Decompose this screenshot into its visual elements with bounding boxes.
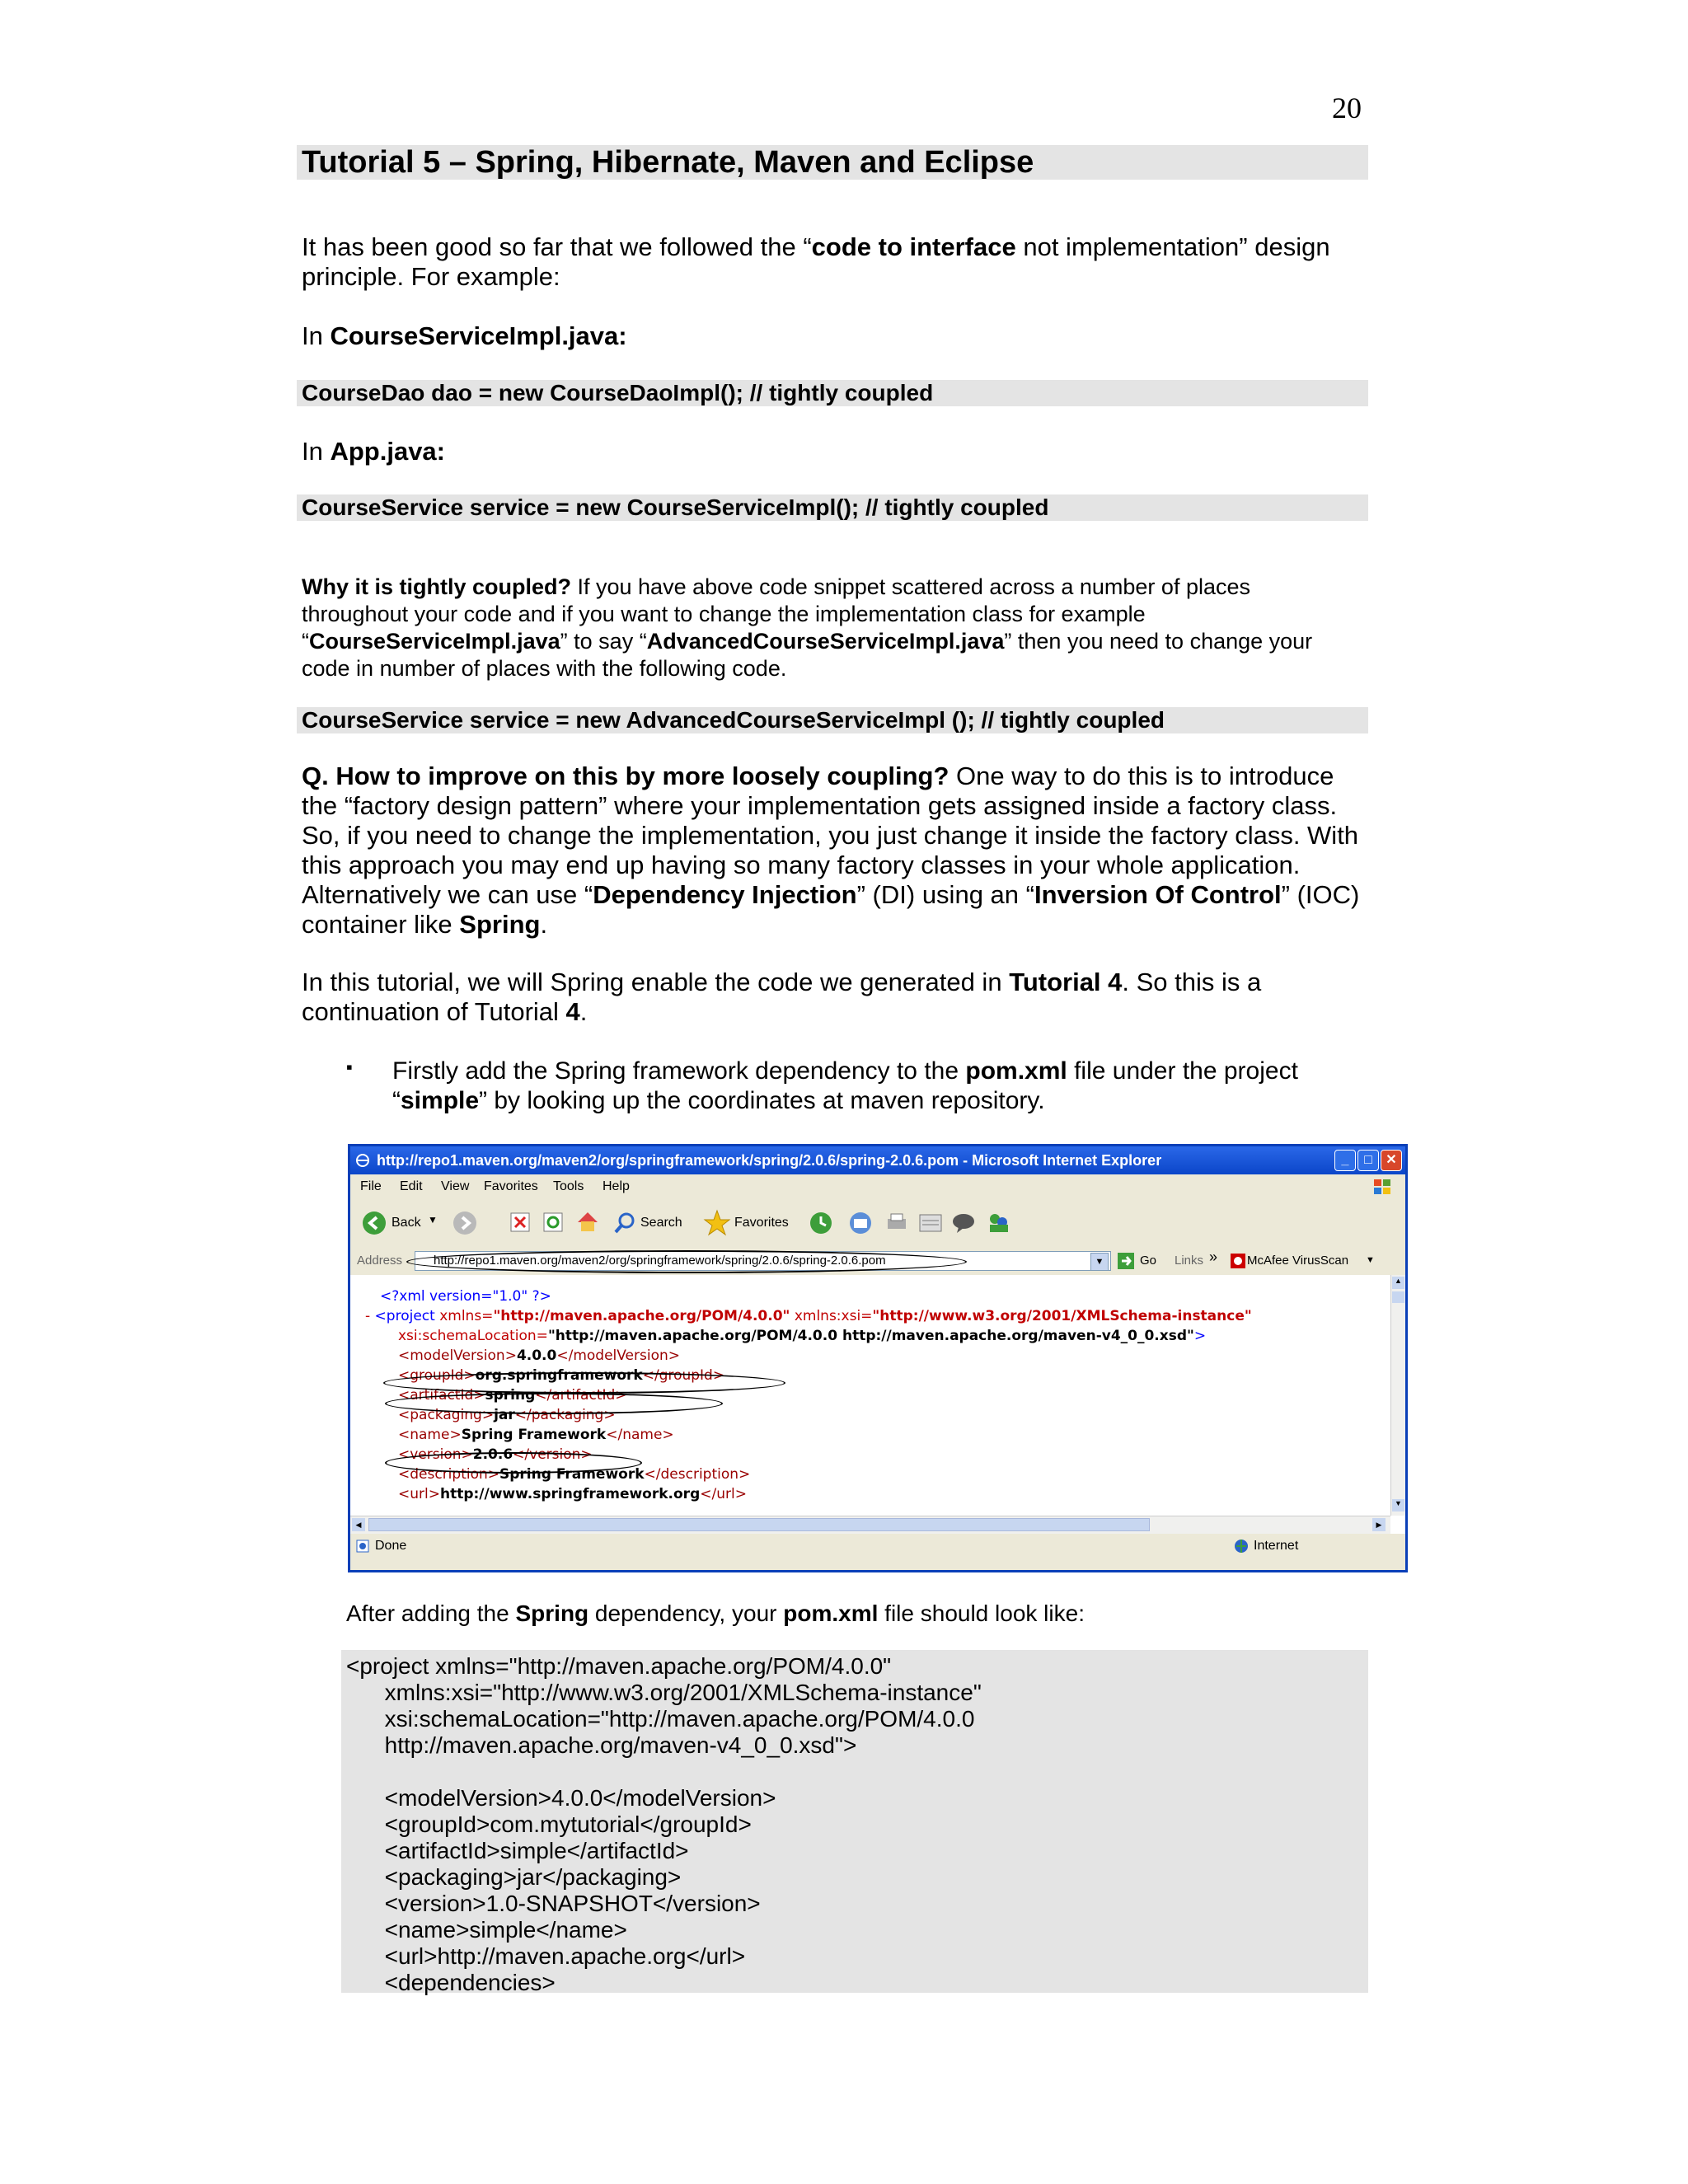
home-icon[interactable]: [574, 1209, 601, 1234]
improve-paragraph: [302, 762, 1373, 940]
schema-attr: xsi:schemaLocation=: [398, 1328, 548, 1344]
browser-title-bar: [350, 1146, 1405, 1174]
tutorial-4-ref: Tutorial 4: [1009, 968, 1123, 996]
tutorial-4-number: 4: [565, 997, 580, 1026]
collapse-minus-icon[interactable]: -: [365, 1308, 371, 1324]
after-spring: Spring: [515, 1601, 589, 1626]
menu-file[interactable]: File: [360, 1179, 382, 1193]
back-icon[interactable]: [362, 1211, 387, 1235]
why-paragraph: [302, 574, 1373, 682]
xml-row-description: <description>Spring Framework</description>: [398, 1466, 751, 1483]
code-block-2: CourseService service = new CourseServiceImpl(); // tightly coupled: [302, 494, 1049, 520]
xml-value-description: Spring Framework: [499, 1466, 645, 1483]
messenger-icon[interactable]: [985, 1211, 1011, 1235]
improve-line-5a: Alternatively we can use “: [302, 880, 593, 909]
improve-question: Q. How to improve on this by more loosely coupling?: [302, 762, 950, 790]
print-icon[interactable]: [884, 1211, 909, 1235]
go-icon[interactable]: [1117, 1252, 1135, 1270]
improve-line-5e: ” (IOC): [1281, 880, 1360, 909]
bullet-text: [392, 1057, 1373, 1116]
refresh-icon[interactable]: [542, 1211, 565, 1234]
in-label-2: [302, 437, 1373, 466]
ie-logo-icon: [355, 1153, 370, 1168]
why-file-1: CourseServiceImpl.java: [309, 629, 560, 654]
stop-icon[interactable]: [509, 1211, 532, 1234]
in-label-1-pre: In: [302, 321, 331, 350]
scroll-left-icon[interactable]: ◀: [352, 1518, 365, 1531]
xml-value-version: 2.0.6: [472, 1446, 513, 1463]
improve-line-1: One way to do this is to introduce: [949, 762, 1334, 790]
page-done-icon: [355, 1539, 370, 1554]
bullet-line-2c: ” by looking up the coordinates at maven repository.: [479, 1087, 1045, 1114]
why-quote-open: “: [302, 629, 309, 654]
in-label-2-pre: In: [302, 437, 331, 466]
why-line-4: code in number of places with the following code.: [302, 656, 787, 681]
back-label[interactable]: Back: [392, 1216, 421, 1230]
minimize-button[interactable]: _: [1334, 1150, 1356, 1171]
menu-view[interactable]: View: [441, 1179, 470, 1193]
xml-value-name: Spring Framework: [461, 1427, 607, 1443]
improve-line-2: the “factory design pattern” where your implementation gets assigned inside a factory class.: [302, 791, 1338, 820]
internet-globe-icon: [1234, 1539, 1249, 1554]
address-highlight: [406, 1250, 967, 1273]
xmlns-attr: xmlns=: [439, 1308, 494, 1324]
zone-label: Internet: [1254, 1539, 1299, 1553]
page-title: Tutorial 5 – Spring, Hibernate, Maven and Eclipse: [302, 145, 1034, 180]
search-icon[interactable]: [612, 1211, 637, 1235]
schema-value: "http://maven.apache.org/POM/4.0.0 http://maven.apache.org/maven-v4_0_0.xsd": [547, 1328, 1194, 1344]
code-block-1: CourseDao dao = new CourseDaoImpl(); // tightly coupled: [302, 380, 934, 405]
after-a: After adding the: [346, 1601, 516, 1626]
intro-line-2: principle. For example:: [302, 262, 560, 291]
links-chevron-icon[interactable]: »: [1209, 1249, 1218, 1265]
version-highlight: [385, 1452, 642, 1474]
vertical-scrollbar[interactable]: [1390, 1275, 1406, 1516]
continuation-line-2c: .: [579, 997, 588, 1026]
continuation-line-1c: . So this is a: [1122, 968, 1262, 996]
mail-icon[interactable]: [848, 1211, 876, 1235]
history-icon[interactable]: [809, 1211, 833, 1235]
xml-value-artifactid: spring: [485, 1387, 536, 1404]
menu-tools[interactable]: Tools: [553, 1179, 584, 1193]
in-label-1: [302, 321, 1373, 351]
spring-term: Spring: [459, 910, 541, 939]
address-dropdown-icon[interactable]: ▼: [1090, 1253, 1109, 1271]
discuss-icon[interactable]: [950, 1211, 977, 1235]
continuation-paragraph: [302, 968, 1373, 1027]
why-question: Why it is tightly coupled?: [302, 574, 571, 599]
xml-row-groupid: <groupId>org.springframework</groupId>: [398, 1367, 725, 1384]
improve-line-3: So, if you need to change the implementation, you just change it inside the factory class. With: [302, 821, 1359, 850]
menu-edit[interactable]: Edit: [400, 1179, 423, 1193]
after-c: dependency, your: [588, 1601, 784, 1626]
menu-favorites[interactable]: Favorites: [484, 1179, 538, 1193]
xml-declaration: <?xml version="1.0" ?>: [380, 1288, 551, 1305]
groupid-highlight: [383, 1372, 785, 1394]
bullet-mark: ▪: [346, 1057, 353, 1077]
horizontal-scroll-thumb[interactable]: [368, 1518, 1150, 1531]
favorites-star-icon[interactable]: [703, 1209, 731, 1237]
simple-term: simple: [401, 1087, 480, 1114]
after-pom-xml: pom.xml: [783, 1601, 879, 1626]
artifactid-highlight: [385, 1393, 723, 1414]
code-block-3: CourseService service = new AdvancedCourseServiceImpl (); // tightly coupled: [302, 707, 1165, 733]
edit-icon[interactable]: [917, 1211, 944, 1235]
continuation-line-2a: continuation of Tutorial: [302, 997, 566, 1026]
maximize-button[interactable]: □: [1357, 1150, 1379, 1171]
mcafee-label[interactable]: McAfee VirusScan: [1247, 1254, 1349, 1268]
improve-line-5c: ” (DI) using an “: [856, 880, 1034, 909]
horizontal-scrollbar[interactable]: [350, 1516, 1390, 1535]
continuation-line-1a: In this tutorial, we will Spring enable the code we generated in: [302, 968, 1010, 996]
improve-line-6a: container like: [302, 910, 460, 939]
intro-text-end: not implementation” design: [1015, 232, 1330, 261]
why-line-3-end: ” then you need to change your: [1004, 629, 1313, 654]
dependency-injection-term: Dependency Injection: [593, 880, 857, 909]
xml-row-version: <version>2.0.6</version>: [398, 1446, 593, 1463]
forward-icon[interactable]: [452, 1211, 477, 1235]
mcafee-dropdown-icon[interactable]: ▼: [1366, 1255, 1375, 1265]
menu-help[interactable]: Help: [603, 1179, 630, 1193]
search-label[interactable]: Search: [640, 1216, 682, 1230]
toolbar: [350, 1199, 1405, 1248]
xml-value-packaging: jar: [494, 1407, 515, 1423]
xml-row-packaging: <packaging>jar</packaging>: [398, 1407, 616, 1423]
xml-schema-line: [398, 1326, 1206, 1346]
scroll-down-icon[interactable]: ▼: [1392, 1499, 1404, 1511]
project-open-tag: <project: [374, 1308, 440, 1324]
status-text: Done: [375, 1539, 407, 1553]
pom-xml-term: pom.xml: [965, 1057, 1067, 1085]
menu-bar: [350, 1174, 1405, 1200]
address-value: http://repo1.maven.org/maven2/org/springframework/spring/2.0.6/spring-2.0.6.pom: [434, 1254, 886, 1268]
xml-value-groupid: org.springframework: [475, 1367, 643, 1384]
links-label[interactable]: Links: [1175, 1254, 1204, 1268]
browser-content: [350, 1275, 1390, 1516]
xsi-value: "http://www.w3.org/2001/XMLSchema-instance": [872, 1308, 1252, 1324]
xsi-attr: xmlns:xsi=: [790, 1308, 873, 1324]
why-to-say: ” to say “: [560, 629, 647, 654]
schema-end: >: [1193, 1328, 1207, 1344]
improve-line-6c: .: [540, 910, 548, 939]
back-dropdown-icon[interactable]: ▼: [428, 1214, 438, 1226]
xml-row-url: <url>http://www.springframework.org</url>: [398, 1486, 747, 1502]
xml-row-modelversion: <modelVersion>4.0.0</modelVersion>: [398, 1347, 681, 1364]
after-e: file should look like:: [878, 1601, 1085, 1626]
vertical-scroll-thumb[interactable]: [1392, 1291, 1404, 1303]
in-label-2-file: App.java:: [330, 437, 445, 466]
address-label: Address: [357, 1254, 403, 1268]
why-line-2: throughout your code and if you want to change the implementation class for example: [302, 602, 1146, 626]
mcafee-icon: [1231, 1254, 1245, 1268]
xml-project-line: [365, 1306, 1252, 1326]
status-bar: [350, 1534, 1405, 1570]
favorites-label[interactable]: Favorites: [734, 1216, 789, 1230]
bullet-line-1c: file under the project: [1067, 1057, 1298, 1085]
ioc-term: Inversion Of Control: [1034, 880, 1282, 909]
windows-flag-icon: [1372, 1178, 1392, 1196]
intro-bold: code to interface: [811, 232, 1016, 261]
bullet-line-1a: Firstly add the Spring framework dependency to the: [392, 1057, 966, 1085]
pom-listing: <project xmlns="http://maven.apache.org/POM/4.0.0" xmlns:xsi="http://www.w3.org/2001/XMLSchema-instance" xsi:schemaLocation="http://maven.apache.org/POM/4.0.0 http://maven.apache.org/maven-v4_0_0.xsd"> <modelVersion>4.0.0</modelVersion> <groupId>com.mytutorial</groupId> <artifactId>simple</artifactId> <packaging>jar</packaging> <version>1.0-SNAPSHOT</version> <name>simple</name> <url>http://maven.apache.org</url> <dependencies>: [346, 1653, 982, 1995]
why-line-1: If you have above code snippet scattered across a number of places: [571, 574, 1250, 599]
close-button[interactable]: ✕: [1381, 1150, 1402, 1171]
improve-line-4: this approach you may end up having so many factory classes in your whole application.: [302, 851, 1301, 879]
scroll-up-icon[interactable]: ▲: [1392, 1277, 1404, 1289]
xml-row-name: <name>Spring Framework</name>: [398, 1427, 674, 1443]
why-file-2: AdvancedCourseServiceImpl.java: [646, 629, 1005, 654]
intro-text: It has been good so far that we followed the “: [302, 232, 812, 261]
xml-value-modelversion: 4.0.0: [516, 1347, 557, 1364]
xml-value-url: http://www.springframework.org: [439, 1486, 701, 1502]
xml-row-artifactid: <artifactId>spring</artifactId>: [398, 1387, 627, 1404]
browser-window: [348, 1144, 1408, 1572]
scroll-right-icon[interactable]: ▶: [1372, 1518, 1386, 1531]
in-label-1-file: CourseServiceImpl.java:: [330, 321, 627, 350]
page-number: 20: [1332, 91, 1362, 124]
go-label[interactable]: Go: [1140, 1254, 1157, 1268]
bullet-line-2a: “: [392, 1087, 401, 1114]
after-paragraph: [346, 1599, 1418, 1629]
browser-title: http://repo1.maven.org/maven2/org/springframework/spring/2.0.6/spring-2.0.6.pom - Microsoft Internet Explorer: [377, 1152, 1162, 1169]
xmlns-value: "http://maven.apache.org/POM/4.0.0": [493, 1308, 790, 1324]
intro-paragraph: [302, 232, 1373, 292]
